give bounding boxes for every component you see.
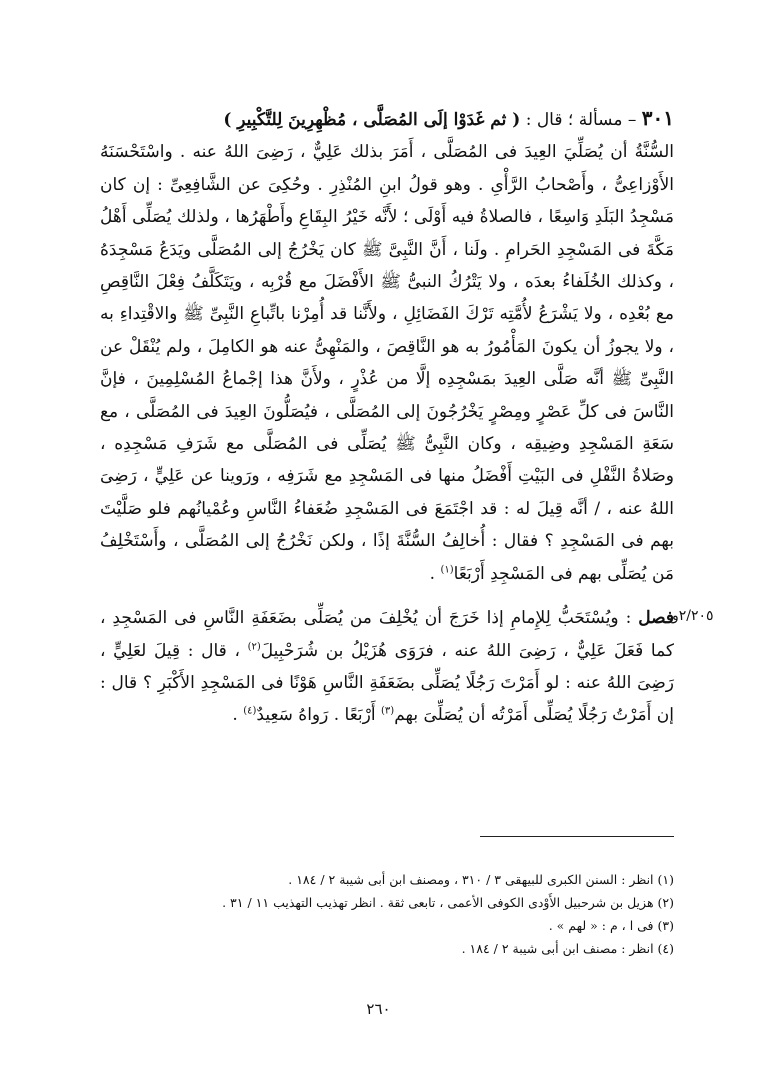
issue-heading — [100, 102, 674, 136]
manuscript-folio-note: ٢/٢٠٥و — [672, 608, 714, 624]
main-text — [100, 102, 674, 732]
issue-intro: – مسألة ؛ قال : — [520, 110, 642, 130]
footnote-1: (١) انظر : السنن الكبرى للبيهقى ٣ / ٣١٠ ، ومصنف ابن أبى شيبة ٢ / ١٨٤ . — [288, 872, 674, 887]
issue-number: ٣٠١ — [641, 106, 674, 130]
paragraph-sunnah-text: السُّنَّةُ أن يُصَلِّيَ العِيدَ فى المُصَلَّى ، أَمَرَ بذلك عَلِيٌّ ، رَضِىَ اللهُ عنه . واسْتَحْسَنَهُ الأَوْزاعِىُّ ، وأَصْحابُ الرَّأْىِ . وهو قولُ ابنِ المُنْذِرِ . وحُكِىَ عن الشَّافِعِىِّ : إن كان مَسْجِدُ البَلَدِ وَاسِعًا ، فالصلاةُ فيه أَوْلَى ؛ لأَنَّه خَيْرُ البِقَاعِ وأَطْهَرُها ، ولذلك يُصَلِّى أَهْلُ مَكَّةَ فى المَسْجِدِ الحَرامِ . ولَنا ، أَنَّ النَّبِىَّ ﷺ كان يَخْرُجُ إلى المُصَلَّى ويَدَعُ مَسْجِدَهُ ، وكذلك الخُلَفاءُ بعدَه ، ولا يَتْرُكُ النبىُّ ﷺ الأَفْضَلَ مع قُرْبِه ، ويَتَكَلَّفُ فِعْلَ النَّاقِصِ مع بُعْدِه ، ولا يَشْرَعُ لأُمَّتِه تَرْكَ الفَضَائِلِ ، ولأَنَّنا قد أُمِرْنا باتِّباعِ النَّبِىِّ ﷺ والاقْتِداءِ به ، ولا يجوزُ أن يكونَ المَأْمُورُ به هو النَّاقِصَ ، والمَنْهِىُّ عنه هو الكامِلَ ، ولم يُنْقَلْ عن النَّبِىِّ ﷺ أنَّه صَلَّى العِيدَ بمَسْجِدِه إلَّا من عُذْرٍ ، ولأَنَّ هذا إجْماعُ المُسْلِمِينَ ، فإنَّ النَّاسَ فى كلِّ عَصْرٍ ومِصْرٍ يَخْرُجُونَ إلى المُصَلَّى ، فيُصَلُّونَ العِيدَ فى المُصَلَّى ، مع سَعَةِ المَسْجِدِ وضِيقِه ، وكان النَّبِىُّ ﷺ يُصَلِّى فى المُصَلَّى مع شَرَفِ مَسْجِدِه ، وصَلاةُ النَّفْلِ فى البَيْتِ أَفْضَلُ منها فى المَسْجِدِ مع شَرَفِه ، ورَوينا عن عَلِيٍّ ، رَضِىَ اللهُ عنه ، / أنَّه قِيلَ له : قد اجْتَمَعَ فى المَسْجِدِ ضُعَفاءُ النَّاسِ وعُمْيانُهم فلو صَلَّيْتَ بهم فى المَسْجِدِ ؟ فقال : أُخالِفُ السُّنَّةَ إذًا ، ولكن نَخْرُجُ إلى المُصَلَّى ، وأَسْتَخْلِفُ مَن يُصَلِّى بهم فى المَسْجِدِ أَرْبَعًا — [100, 142, 674, 584]
footnote-ref-4: (٤) — [243, 705, 257, 717]
paragraph-fasl — [100, 602, 674, 732]
fasl-text-3: أَرْبَعًا . رَواهُ سَعِيدٌ — [256, 705, 382, 726]
fasl-text-2: ، قال : قِيلَ لعَلِيٍّ ، رَضِىَ اللهُ عنه : لو أَمَرْتَ رَجُلًا يُصَلِّى بضَعَفَةِ النَّاسِ هَوْنًا فى المَسْجِدِ الأَكْبَرِ ؟ قال : إن أَمَرْتُ رَجُلًا يُصَلِّى أَمَرْتُه أن يُصَلِّىَ بهم — [100, 640, 674, 726]
fasl-text-1: : ويُسْتَحَبُّ لِلإِمامِ إذا خَرَجَ أن يُخْلِفَ من يُصَلِّى بضَعَفَةِ النَّاسِ فى المَسْجِدِ ، كما فَعَلَ عَلِيٌّ ، رَضِىَ اللهُ عنه ، فرَوَى هُزَيْلُ بن شُرَحْبِيلَ — [100, 608, 674, 661]
footnotes — [150, 868, 674, 960]
footnote-3: (٣) فى ا ، م : « لهم » . — [548, 918, 674, 933]
footnote-ref-3: (٣) — [381, 705, 395, 717]
paragraph-sunnah-end: . — [429, 563, 441, 584]
fasl-text-4: . — [232, 705, 244, 726]
issue-quote: ( ثم غَدَوْا إلَى المُصَلَّى ، مُظْهِرِينَ لِلتَّكْبِيرِ ) — [223, 110, 521, 130]
footnote-ref-2: (٢) — [247, 640, 261, 652]
footnote-4: (٤) انظر : مصنف ابن أبى شيبة ٢ / ١٨٤ . — [461, 941, 674, 956]
paragraph-sunnah — [100, 136, 674, 590]
footnote-ref-1: (١) — [440, 564, 454, 576]
page-number: ٢٦٠ — [366, 1000, 391, 1018]
fasl-label: فصل — [638, 608, 674, 629]
footnote-divider — [480, 836, 674, 837]
footnote-2: (٢) هزيل بن شرحبيل الأَوْدى الكوفى الأعمى ، تابعى ثقة . انظر تهذيب التهذيب ١١ / ٣١ . — [222, 895, 674, 910]
